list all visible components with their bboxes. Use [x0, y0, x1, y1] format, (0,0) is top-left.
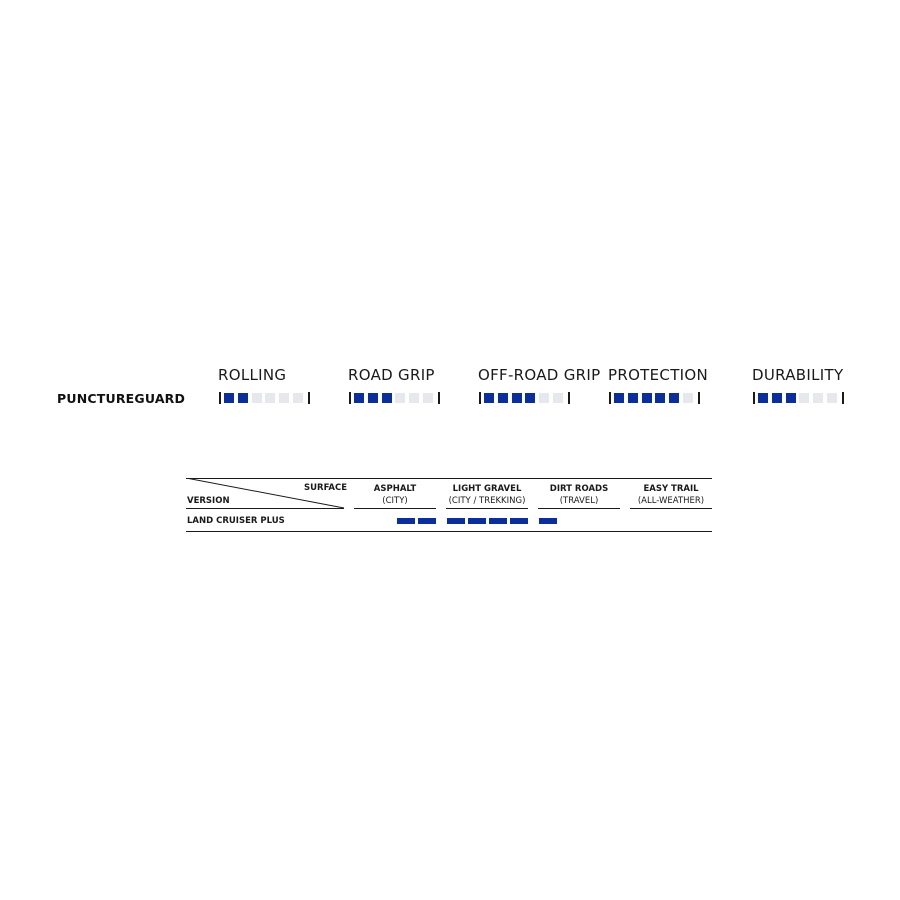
meter-segment-empty — [252, 393, 262, 403]
meter-cap-right — [438, 392, 440, 404]
rating-label-road-grip: ROAD GRIP — [348, 366, 435, 384]
surface-header: SURFACE — [304, 483, 348, 493]
meter-cap-right — [568, 392, 570, 404]
column-rule-dirt-roads — [538, 508, 620, 509]
column-header-dirt-roads — [538, 483, 620, 507]
column-header-easy-trail — [630, 483, 712, 507]
meter-segment-filled — [238, 393, 248, 403]
column-rule-asphalt — [354, 508, 436, 509]
usage-bar-segment — [418, 518, 436, 524]
meter-cap-right — [308, 392, 310, 404]
meter-segment-filled — [628, 393, 638, 403]
meter-segment-filled — [786, 393, 796, 403]
meter-segment-filled — [512, 393, 522, 403]
usage-bar-segment — [468, 518, 486, 524]
meter-cap-left — [349, 392, 351, 404]
meter-segment-empty — [799, 393, 809, 403]
meter-segment-filled — [224, 393, 234, 403]
meter-cap-left — [219, 392, 221, 404]
meter-segment-empty — [265, 393, 275, 403]
column-subtitle: (TRAVEL) — [559, 496, 599, 506]
meter-segment-filled — [669, 393, 679, 403]
version-header-rule — [186, 508, 344, 509]
meter-segment-filled — [758, 393, 768, 403]
meter-segment-filled — [498, 393, 508, 403]
meter-cap-right — [842, 392, 844, 404]
meter-cap-left — [479, 392, 481, 404]
rating-label-rolling: ROLLING — [218, 366, 287, 384]
meter-segment-empty — [813, 393, 823, 403]
meter-segment-empty — [409, 393, 419, 403]
meter-segment-empty — [539, 393, 549, 403]
meter-segment-empty — [827, 393, 837, 403]
column-subtitle: (CITY) — [382, 496, 408, 506]
meter-segment-filled — [354, 393, 364, 403]
usage-bar-segment — [489, 518, 507, 524]
table-row-version: LAND CRUISER PLUS — [187, 516, 285, 526]
column-subtitle: (ALL-WEATHER) — [637, 496, 705, 506]
meter-segment-empty — [423, 393, 433, 403]
meter-segment-filled — [368, 393, 378, 403]
column-rule-light-gravel — [446, 508, 528, 509]
usage-bar-segment — [447, 518, 465, 524]
column-header-asphalt — [354, 483, 436, 507]
meter-segment-filled — [382, 393, 392, 403]
column-title: EASY TRAIL — [643, 484, 699, 494]
usage-bar-segment — [539, 518, 557, 524]
rating-label-durability: DURABILITY — [752, 366, 844, 384]
meter-cap-left — [753, 392, 755, 404]
meter-segment-filled — [655, 393, 665, 403]
column-title: LIGHT GRAVEL — [452, 484, 522, 494]
meter-segment-empty — [683, 393, 693, 403]
meter-cap-right — [698, 392, 700, 404]
meter-segment-filled — [484, 393, 494, 403]
meter-segment-empty — [553, 393, 563, 403]
meter-segment-empty — [395, 393, 405, 403]
column-rule-easy-trail — [630, 508, 712, 509]
meter-cap-left — [609, 392, 611, 404]
meter-segment-empty — [293, 393, 303, 403]
meter-segment-filled — [614, 393, 624, 403]
rating-row-label: PUNCTUREGUARD — [57, 391, 186, 406]
usage-bar-segment — [510, 518, 528, 524]
rating-label-off-road-grip: OFF-ROAD GRIP — [478, 366, 601, 384]
meter-segment-filled — [525, 393, 535, 403]
usage-bar-segment — [397, 518, 415, 524]
meter-segment-filled — [642, 393, 652, 403]
table-bottom-rule — [186, 531, 712, 532]
surface-usage-table — [0, 470, 900, 550]
rating-label-protection: PROTECTION — [608, 366, 709, 384]
column-header-light-gravel — [446, 483, 528, 507]
column-title: ASPHALT — [373, 484, 417, 494]
meter-segment-empty — [279, 393, 289, 403]
version-header: VERSION — [187, 496, 230, 506]
meter-segment-filled — [772, 393, 782, 403]
tire-ratings — [0, 0, 900, 430]
column-title: DIRT ROADS — [549, 484, 609, 494]
column-subtitle: (CITY / TREKKING) — [448, 496, 526, 506]
